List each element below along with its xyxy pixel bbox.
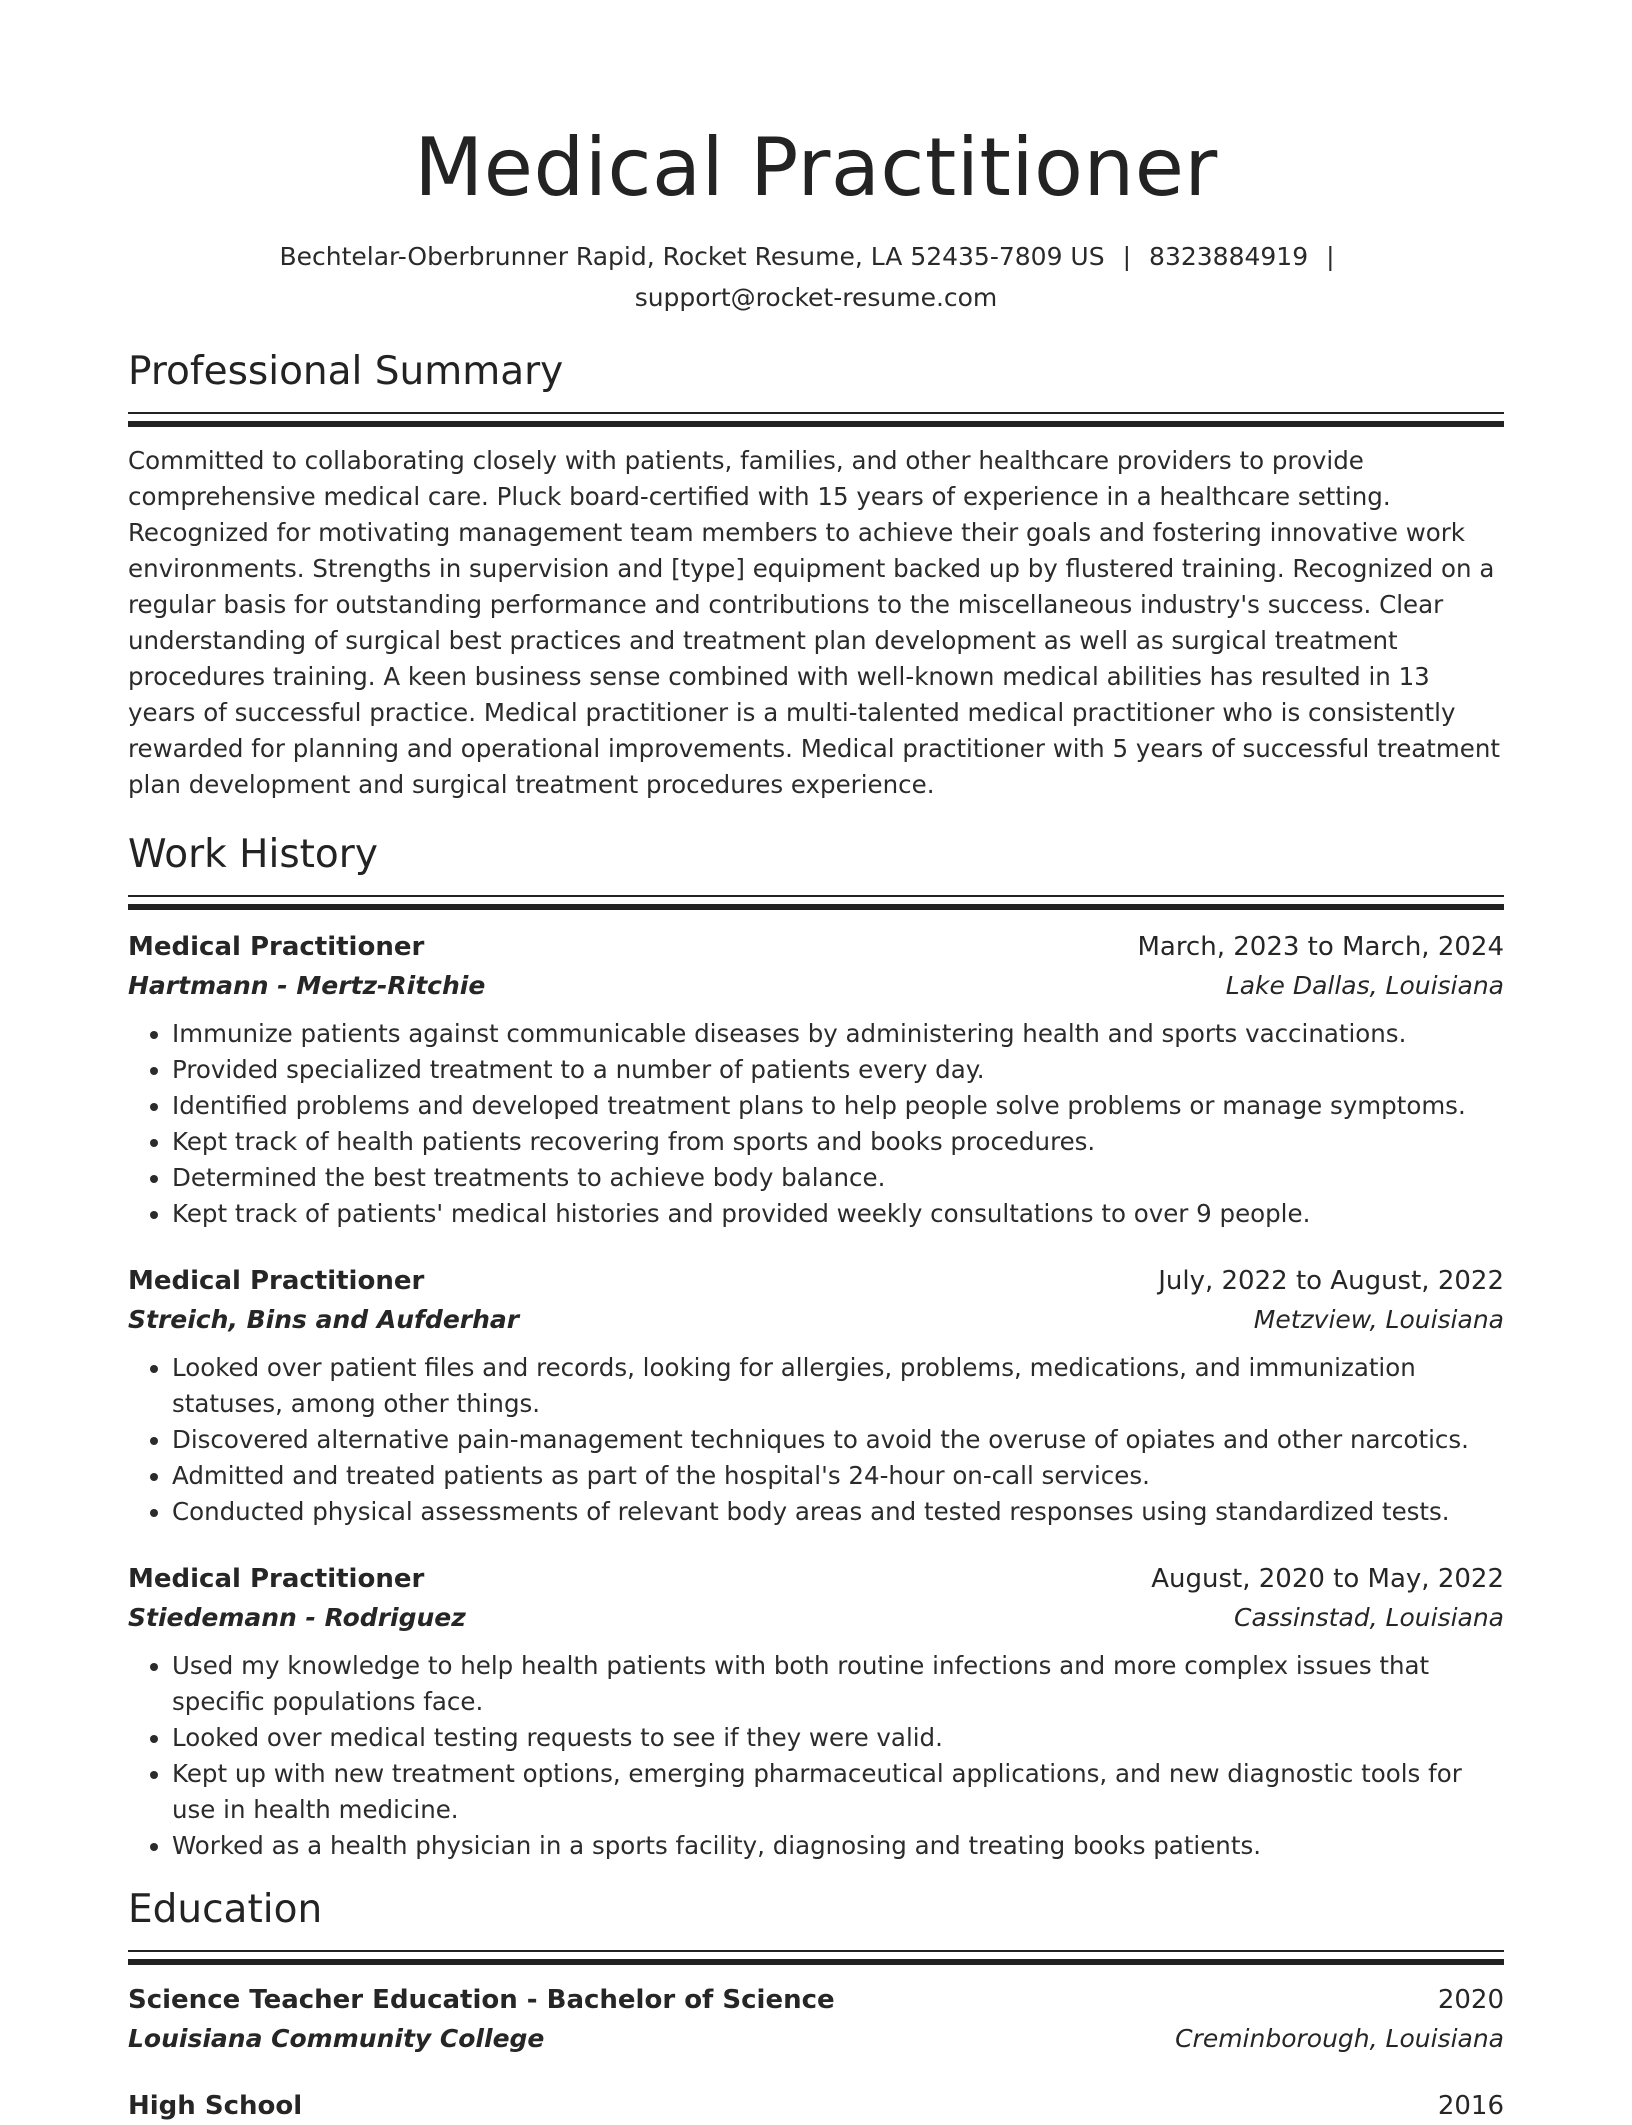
- job-title: Medical Practitioner: [128, 932, 425, 962]
- bullet-item: • Determined the best treatments to achieve body balance.: [172, 1160, 1504, 1196]
- degree: Science Teacher Education - Bachelor of Science: [128, 1985, 835, 2015]
- job-location: Lake Dallas, Louisiana: [1225, 971, 1504, 1000]
- company-name: Streich, Bins and Aufderhar: [128, 1305, 520, 1334]
- bullet-item: • Conducted physical assessments of relevant body areas and tested responses using standardized tests.: [172, 1494, 1504, 1530]
- summary-text: Committed to collaborating closely with patients, families, and other healthcare providers to provide comprehensive medical care. Pluck board-certified with 15 years of experience in a healthcare setting. Recognized for motivating management team members to achieve their goals and fostering innovative work environments. Strengths in supervision and [type] equipment backed up by flustered training. Recognized on a regular basis for outstanding performance and contributions to the miscellaneous industry's success. Clear understanding of surgical best practices and treatment plan development as well as surgical treatment procedures training. A keen business sense combined with well-known medical abilities has resulted in 13 years of successful practice. Medical practitioner is a multi-talented medical practitioner who is consistently rewarded for planning and operational improvements. Medical practitioner with 5 years of successful treatment plan development and surgical treatment procedures experience.: [128, 446, 1500, 799]
- separator: |: [1326, 242, 1335, 271]
- job-dates: July, 2022 to August, 2022: [1158, 1266, 1504, 1296]
- company-name: Hartmann - Mertz-Ritchie: [128, 971, 486, 1000]
- section-heading: Professional Summary: [128, 349, 564, 394]
- graduation-year: 2016: [1437, 2091, 1504, 2121]
- job-title: Medical Practitioner: [128, 1564, 425, 1594]
- bullet-item: • Used my knowledge to help health patients with both routine infections and more complex issues that specific populations face.: [172, 1648, 1504, 1720]
- bullet-item: • Identified problems and developed treatment plans to help people solve problems or manage symptoms.: [172, 1088, 1504, 1124]
- section-divider: [128, 895, 1504, 910]
- bullet-item: • Kept track of patients' medical histories and provided weekly consultations to over 9 people.: [172, 1196, 1504, 1232]
- school-location: Creminborough, Louisiana: [1175, 2024, 1504, 2053]
- professional-summary-section: [128, 348, 1504, 803]
- address: Bechtelar-Oberbrunner Rapid, Rocket Resume, LA 52435-7809 US: [279, 242, 1105, 271]
- bullet-item: • Worked as a health physician in a sports facility, diagnosing and treating books patients.: [172, 1828, 1504, 1864]
- company-name: Stiedemann - Rodriguez: [128, 1603, 466, 1632]
- bullet-item: • Admitted and treated patients as part of the hospital's 24-hour on-call services.: [172, 1458, 1504, 1494]
- work-history-section: [128, 831, 1504, 1864]
- job-entry: [128, 1560, 1504, 1864]
- section-heading: Education: [128, 1887, 323, 1932]
- job-dates: August, 2020 to May, 2022: [1151, 1564, 1504, 1594]
- bullet-item: • Kept track of health patients recovering from sports and books procedures.: [172, 1124, 1504, 1160]
- bullet-item: • Discovered alternative pain-management techniques to avoid the overuse of opiates and other narcotics.: [172, 1422, 1504, 1458]
- bullet-item: • Kept up with new treatment options, emerging pharmaceutical applications, and new diagnostic tools for use in health medicine.: [172, 1756, 1504, 1828]
- section-heading: Work History: [128, 832, 378, 877]
- education-section: [128, 1886, 1504, 2125]
- bullet-item: • Provided specialized treatment to a number of patients every day.: [172, 1052, 1504, 1088]
- education-entry: [128, 2087, 1504, 2125]
- bullet-item: • Looked over patient files and records, looking for allergies, problems, medications, and immunization statuses, among other things.: [172, 1350, 1504, 1422]
- section-divider: [128, 412, 1504, 427]
- job-location: Metzview, Louisiana: [1253, 1305, 1504, 1334]
- job-title: Medical Practitioner: [128, 1266, 425, 1296]
- section-divider: [128, 1950, 1504, 1965]
- separator: |: [1122, 242, 1132, 271]
- email: support@rocket-resume.com: [634, 283, 998, 312]
- job-bullets: [128, 1350, 1504, 1530]
- job-entry: [128, 928, 1504, 1232]
- degree: High School: [128, 2091, 303, 2121]
- phone: 8323884919: [1149, 242, 1309, 271]
- contact-info: [128, 236, 1504, 318]
- job-bullets: [128, 1648, 1504, 1864]
- job-entry: [128, 1262, 1504, 1530]
- bullet-item: • Immunize patients against communicable diseases by administering health and sports vaccinations.: [172, 1016, 1504, 1052]
- resume-name: Medical Practitioner: [414, 121, 1218, 214]
- job-location: Cassinstad, Louisiana: [1234, 1603, 1504, 1632]
- school-name: Louisiana Community College: [128, 2024, 545, 2053]
- bullet-item: • Looked over medical testing requests to see if they were valid.: [172, 1720, 1504, 1756]
- job-dates: March, 2023 to March, 2024: [1137, 932, 1504, 962]
- graduation-year: 2020: [1437, 1985, 1504, 2015]
- job-bullets: [128, 1016, 1504, 1232]
- education-entry: [128, 1981, 1504, 2059]
